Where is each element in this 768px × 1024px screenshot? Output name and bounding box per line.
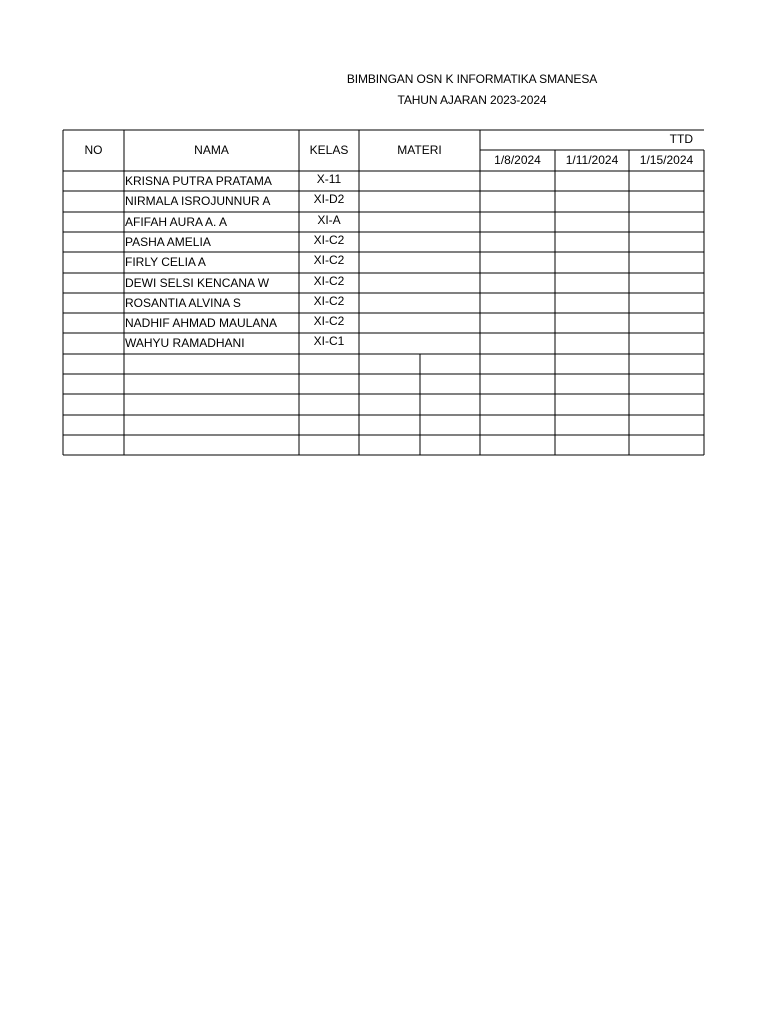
column-header-nama: NAMA <box>194 143 229 157</box>
student-name: KRISNA PUTRA PRATAMA <box>125 174 272 188</box>
student-name: DEWI SELSI KENCANA W <box>125 276 270 290</box>
student-name: NADHIF AHMAD MAULANA <box>125 316 278 330</box>
student-class: XI-C2 <box>313 294 345 308</box>
student-name: AFIFAH AURA A. A <box>125 215 228 229</box>
student-class: XI-C2 <box>313 274 345 288</box>
student-class: X-11 <box>316 172 342 186</box>
student-name: PASHA AMELIA <box>125 235 211 249</box>
date-header: 1/8/2024 <box>494 153 541 167</box>
student-name: WAHYU RAMADHANI <box>125 336 245 350</box>
student-name: ROSANTIA ALVINA S <box>125 296 241 310</box>
student-name: FIRLY CELIA A <box>125 255 206 269</box>
student-class: XI-C2 <box>313 233 345 247</box>
page-title: BIMBINGAN OSN K INFORMATIKA SMANESA <box>346 72 598 86</box>
page-subtitle: TAHUN AJARAN 2023-2024 <box>397 93 547 107</box>
column-header-no: NO <box>84 143 103 157</box>
student-name: NIRMALA ISROJUNNUR A <box>125 194 271 208</box>
student-class: XI-D2 <box>313 192 345 206</box>
student-class: XI-A <box>317 213 341 227</box>
student-class: XI-C2 <box>313 314 345 328</box>
column-header-materi: MATERI <box>397 143 442 157</box>
date-header: 1/15/2024 <box>639 153 694 167</box>
column-header-kelas: KELAS <box>309 143 349 157</box>
student-class: XI-C2 <box>313 253 345 267</box>
date-header: 1/11/2024 <box>565 153 619 167</box>
student-class: XI-C1 <box>313 334 345 348</box>
column-header-ttd: TTD <box>669 132 693 146</box>
